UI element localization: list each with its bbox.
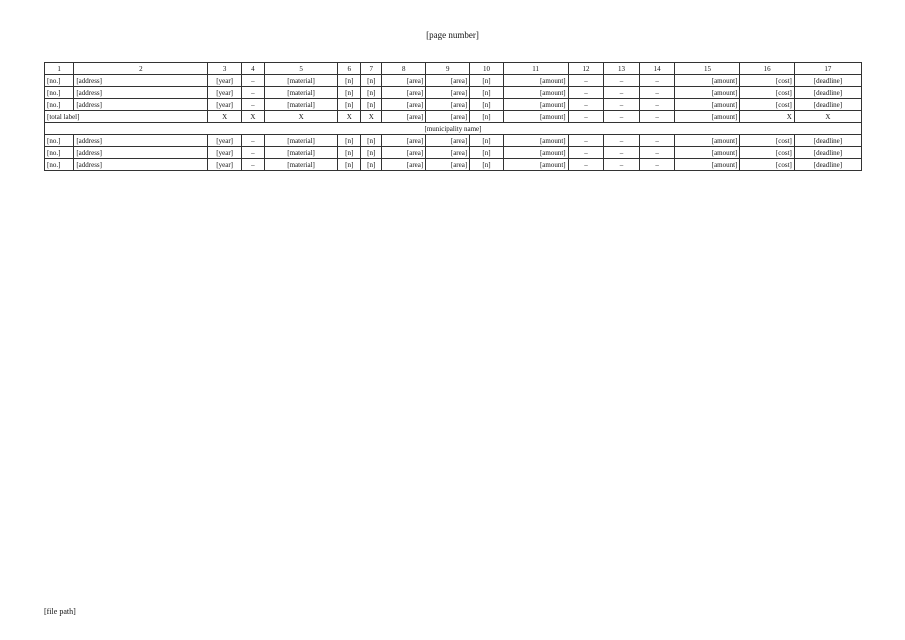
column-number-17: 17 — [794, 63, 861, 75]
year-built-cell: [year] — [208, 135, 242, 147]
year-built-cell: [year] — [208, 75, 242, 87]
budget-cost-cell: – — [604, 147, 640, 159]
column-number-3: 3 — [208, 63, 242, 75]
unit-cost-cell: [cost] — [740, 99, 794, 111]
total-value-cell: [amount] — [503, 111, 568, 123]
row-number-cell: [no.] — [45, 87, 74, 99]
wall-material-cell: [material] — [264, 135, 337, 147]
floors-cell: [n] — [338, 159, 361, 171]
wall-material-cell: [material] — [264, 159, 337, 171]
entrances-cell: [n] — [361, 75, 382, 87]
column-number-5: 5 — [264, 63, 337, 75]
address-cell: [address] — [74, 99, 208, 111]
fund-cost-cell: – — [568, 147, 604, 159]
residents-cell: [n] — [470, 87, 504, 99]
column-number-12: 12 — [568, 63, 604, 75]
entrances-cell: [n] — [361, 135, 382, 147]
table-row — [45, 159, 862, 171]
owners-funds-cell: [amount] — [675, 75, 740, 87]
budget-cost-cell: – — [604, 159, 640, 171]
owners-funds-cell: [amount] — [675, 147, 740, 159]
planned-completion-cell: [deadline] — [794, 75, 861, 87]
total-area-cell: [area] — [382, 147, 426, 159]
row-number-cell: [no.] — [45, 99, 74, 111]
total-value-cell: X — [361, 111, 382, 123]
total-area-cell: [area] — [382, 99, 426, 111]
total-label-cell: [total label] — [45, 111, 208, 123]
total-area-cell: [area] — [382, 75, 426, 87]
address-cell: [address] — [74, 87, 208, 99]
column-number-row — [45, 63, 862, 75]
total-value-cell: – — [604, 111, 640, 123]
living-area-cell: [area] — [426, 87, 470, 99]
commissioning-year-cell: – — [241, 75, 264, 87]
total-value-cell: – — [639, 111, 675, 123]
total-value-cell: X — [794, 111, 861, 123]
owners-cost-cell: – — [639, 99, 675, 111]
total-cost-cell: [amount] — [503, 99, 568, 111]
total-value-cell: [n] — [470, 111, 504, 123]
commissioning-year-cell: – — [241, 87, 264, 99]
housing-repair-table — [44, 62, 862, 171]
entrances-cell: [n] — [361, 159, 382, 171]
total-value-cell: X — [338, 111, 361, 123]
table-row — [45, 75, 862, 87]
fund-cost-cell: – — [568, 135, 604, 147]
row-number-cell: [no.] — [45, 147, 74, 159]
total-area-cell: [area] — [382, 135, 426, 147]
table-row — [45, 147, 862, 159]
address-cell: [address] — [74, 135, 208, 147]
year-built-cell: [year] — [208, 87, 242, 99]
column-number-13: 13 — [604, 63, 640, 75]
total-value-cell: [area] — [426, 111, 470, 123]
table-row — [45, 135, 862, 147]
unit-cost-cell: [cost] — [740, 135, 794, 147]
row-number-cell: [no.] — [45, 159, 74, 171]
table-row — [45, 99, 862, 111]
living-area-cell: [area] — [426, 135, 470, 147]
year-built-cell: [year] — [208, 99, 242, 111]
wall-material-cell: [material] — [264, 147, 337, 159]
owners-cost-cell: – — [639, 147, 675, 159]
planned-completion-cell: [deadline] — [794, 99, 861, 111]
unit-cost-cell: [cost] — [740, 159, 794, 171]
total-area-cell: [area] — [382, 159, 426, 171]
owners-funds-cell: [amount] — [675, 99, 740, 111]
column-number-11: 11 — [503, 63, 568, 75]
wall-material-cell: [material] — [264, 87, 337, 99]
entrances-cell: [n] — [361, 147, 382, 159]
total-cost-cell: [amount] — [503, 87, 568, 99]
address-cell: [address] — [74, 147, 208, 159]
total-value-cell: [area] — [382, 111, 426, 123]
total-value-cell: X — [264, 111, 337, 123]
column-number-10: 10 — [470, 63, 504, 75]
living-area-cell: [area] — [426, 75, 470, 87]
unit-cost-cell: [cost] — [740, 75, 794, 87]
commissioning-year-cell: – — [241, 147, 264, 159]
total-cost-cell: [amount] — [503, 147, 568, 159]
row-number-cell: [no.] — [45, 75, 74, 87]
fund-cost-cell: – — [568, 87, 604, 99]
floors-cell: [n] — [338, 99, 361, 111]
footer-file-path: [file path] — [44, 607, 76, 616]
table-body — [45, 75, 862, 171]
total-cost-cell: [amount] — [503, 75, 568, 87]
residents-cell: [n] — [470, 75, 504, 87]
column-number-6: 6 — [338, 63, 361, 75]
residents-cell: [n] — [470, 147, 504, 159]
floors-cell: [n] — [338, 87, 361, 99]
commissioning-year-cell: – — [241, 159, 264, 171]
unit-cost-cell: [cost] — [740, 147, 794, 159]
living-area-cell: [area] — [426, 99, 470, 111]
address-cell: [address] — [74, 75, 208, 87]
column-number-14: 14 — [639, 63, 675, 75]
total-row — [45, 111, 862, 123]
planned-completion-cell: [deadline] — [794, 135, 861, 147]
unit-cost-cell: [cost] — [740, 87, 794, 99]
owners-cost-cell: – — [639, 75, 675, 87]
total-cost-cell: [amount] — [503, 135, 568, 147]
wall-material-cell: [material] — [264, 75, 337, 87]
owners-funds-cell: [amount] — [675, 159, 740, 171]
table-row — [45, 87, 862, 99]
owners-funds-cell: [amount] — [675, 87, 740, 99]
total-cost-cell: [amount] — [503, 159, 568, 171]
column-number-1: 1 — [45, 63, 74, 75]
year-built-cell: [year] — [208, 159, 242, 171]
residents-cell: [n] — [470, 159, 504, 171]
planned-completion-cell: [deadline] — [794, 159, 861, 171]
entrances-cell: [n] — [361, 99, 382, 111]
floors-cell: [n] — [338, 135, 361, 147]
owners-cost-cell: – — [639, 87, 675, 99]
planned-completion-cell: [deadline] — [794, 87, 861, 99]
fund-cost-cell: – — [568, 75, 604, 87]
fund-cost-cell: – — [568, 159, 604, 171]
column-number-15: 15 — [675, 63, 740, 75]
commissioning-year-cell: – — [241, 135, 264, 147]
budget-cost-cell: – — [604, 75, 640, 87]
fund-cost-cell: – — [568, 99, 604, 111]
column-number-7: 7 — [361, 63, 382, 75]
floors-cell: [n] — [338, 75, 361, 87]
owners-cost-cell: – — [639, 159, 675, 171]
total-value-cell: – — [568, 111, 604, 123]
year-built-cell: [year] — [208, 147, 242, 159]
entrances-cell: [n] — [361, 87, 382, 99]
section-header-row — [45, 123, 862, 135]
budget-cost-cell: – — [604, 135, 640, 147]
total-value-cell: X — [208, 111, 242, 123]
budget-cost-cell: – — [604, 87, 640, 99]
column-number-4: 4 — [241, 63, 264, 75]
planned-completion-cell: [deadline] — [794, 147, 861, 159]
budget-cost-cell: – — [604, 99, 640, 111]
column-number-8: 8 — [382, 63, 426, 75]
row-number-cell: [no.] — [45, 135, 74, 147]
column-number-9: 9 — [426, 63, 470, 75]
total-area-cell: [area] — [382, 87, 426, 99]
residents-cell: [n] — [470, 99, 504, 111]
commissioning-year-cell: – — [241, 99, 264, 111]
residents-cell: [n] — [470, 135, 504, 147]
living-area-cell: [area] — [426, 159, 470, 171]
owners-funds-cell: [amount] — [675, 135, 740, 147]
page-number: [page number] — [426, 30, 479, 40]
column-number-2: 2 — [74, 63, 208, 75]
column-number-16: 16 — [740, 63, 794, 75]
address-cell: [address] — [74, 159, 208, 171]
living-area-cell: [area] — [426, 147, 470, 159]
owners-cost-cell: – — [639, 135, 675, 147]
total-value-cell: X — [241, 111, 264, 123]
floors-cell: [n] — [338, 147, 361, 159]
municipality-title: [municipality name] — [45, 123, 862, 135]
total-value-cell: [amount] — [675, 111, 740, 123]
total-value-cell: X — [740, 111, 794, 123]
wall-material-cell: [material] — [264, 99, 337, 111]
